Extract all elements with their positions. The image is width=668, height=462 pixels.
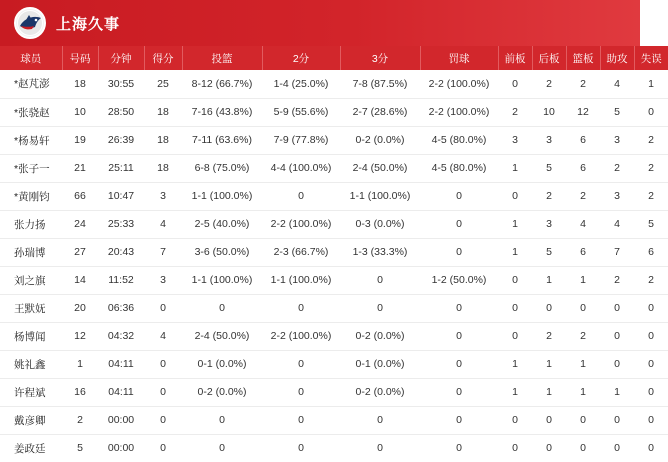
cell-oreb: 0 (498, 294, 532, 322)
cell-ft: 1-2 (50.0%) (420, 266, 498, 294)
cell-reb: 2 (566, 70, 600, 98)
cell-points: 0 (144, 350, 182, 378)
cell-fg: 1-1 (100.0%) (182, 266, 262, 294)
cell-points: 25 (144, 70, 182, 98)
cell-minutes: 00:00 (107, 442, 135, 455)
cell-fg3: 0-2 (0.0%) (340, 378, 420, 406)
cell-ast: 0 (600, 322, 634, 350)
table-row[interactable] (0, 350, 668, 378)
cell-fg3: 7-8 (87.5%) (340, 70, 420, 98)
cell-ft: 0 (420, 238, 498, 266)
cell-ft: 4-5 (80.0%) (420, 154, 498, 182)
cell-fg: 0 (182, 406, 262, 434)
cell-fg3: 0-2 (0.0%) (340, 322, 420, 350)
cell-tov: 0 (634, 294, 668, 322)
cell-minutes: 00:00 (98, 406, 144, 434)
table-row[interactable] (0, 434, 668, 462)
cell-dreb: 2 (532, 182, 566, 210)
cell-tov: 1 (634, 70, 668, 98)
cell-oreb: 1 (498, 378, 532, 406)
cell-fg2: 7-9 (77.8%) (262, 126, 340, 154)
table-body (0, 70, 668, 462)
cell-dreb: 10 (532, 98, 566, 126)
column-header-reb: 篮板 (566, 46, 600, 70)
cell-dreb: 2 (532, 70, 566, 98)
cell-points: 18 (144, 126, 182, 154)
column-header-ft: 罚球 (420, 46, 498, 70)
table-row[interactable] (0, 70, 668, 98)
shark-logo-icon (14, 7, 46, 39)
cell-oreb: 0 (512, 442, 518, 455)
cell-tov: 6 (634, 238, 668, 266)
cell-ast: 5 (600, 98, 634, 126)
table-row[interactable] (0, 238, 668, 266)
cell-reb: 4 (566, 210, 600, 238)
cell-number: 24 (62, 210, 98, 238)
cell-ft: 0 (420, 322, 498, 350)
cell-reb: 1 (566, 266, 600, 294)
cell-dreb: 0 (532, 406, 566, 434)
boxscore-table-wrapper (0, 46, 662, 462)
cell-fg3: 0 (340, 266, 420, 294)
cell-dreb: 5 (532, 154, 566, 182)
cell-ft: 0 (420, 210, 498, 238)
cell-fg: 7-11 (63.6%) (182, 126, 262, 154)
cell-tov: 0 (634, 406, 668, 434)
cell-player: 孙瑞博 (0, 238, 62, 266)
cell-minutes: 11:52 (98, 266, 144, 294)
cell-points: 0 (144, 378, 182, 406)
cell-reb: 2 (566, 182, 600, 210)
cell-points: 18 (144, 154, 182, 182)
cell-tov: 2 (634, 182, 668, 210)
table-row[interactable] (0, 322, 668, 350)
team-header (0, 0, 640, 46)
column-header-fg2: 2分 (262, 46, 340, 70)
cell-fg2: 1-1 (100.0%) (262, 266, 340, 294)
cell-ast: 4 (600, 70, 634, 98)
cell-dreb: 1 (532, 266, 566, 294)
cell-dreb: 1 (532, 378, 566, 406)
column-header-player: 球员 (0, 46, 62, 70)
table-row[interactable] (0, 98, 668, 126)
cell-number: 19 (62, 126, 98, 154)
cell-fg2: 0 (262, 378, 340, 406)
cell-reb: 1 (566, 350, 600, 378)
cell-fg3: 0-1 (0.0%) (340, 350, 420, 378)
cell-number: 27 (62, 238, 98, 266)
cell-ast: 0 (614, 442, 620, 455)
cell-reb: 12 (566, 98, 600, 126)
cell-ast: 0 (600, 294, 634, 322)
cell-player: 刘之旗 (0, 266, 62, 294)
cell-tov: 0 (634, 322, 668, 350)
cell-reb: 6 (566, 126, 600, 154)
cell-number: 14 (62, 266, 98, 294)
cell-fg2: 1-4 (25.0%) (262, 70, 340, 98)
cell-minutes: 20:43 (98, 238, 144, 266)
cell-ft: 4-5 (80.0%) (420, 126, 498, 154)
cell-dreb: 1 (532, 350, 566, 378)
cell-number: 10 (62, 98, 98, 126)
cell-points: 4 (144, 210, 182, 238)
cell-ft: 2-2 (100.0%) (420, 98, 498, 126)
cell-ast: 2 (600, 266, 634, 294)
cell-player: *赵芃澎 (0, 70, 62, 98)
table-row[interactable] (0, 294, 668, 322)
column-header-points: 得分 (144, 46, 182, 70)
cell-ast: 3 (600, 126, 634, 154)
cell-points: 4 (144, 322, 182, 350)
cell-dreb: 0 (546, 442, 552, 455)
cell-ast: 7 (600, 238, 634, 266)
cell-fg2: 5-9 (55.6%) (262, 98, 340, 126)
cell-ast: 1 (600, 378, 634, 406)
cell-player: *张子一 (0, 154, 62, 182)
boxscore-table (0, 46, 668, 462)
cell-oreb: 1 (498, 350, 532, 378)
cell-fg3: 0-3 (0.0%) (340, 210, 420, 238)
cell-reb: 1 (566, 378, 600, 406)
cell-fg: 7-16 (43.8%) (182, 98, 262, 126)
cell-ft: 0 (420, 350, 498, 378)
cell-oreb: 0 (498, 266, 532, 294)
cell-tov: 2 (634, 154, 668, 182)
cell-reb: 0 (566, 406, 600, 434)
team-name: 上海久事 (56, 15, 121, 33)
cell-dreb: 0 (532, 294, 566, 322)
column-header-tov: 失误 (634, 46, 668, 70)
cell-player: 王默妩 (0, 294, 62, 322)
cell-number: 1 (62, 350, 98, 378)
cell-minutes: 25:11 (98, 154, 144, 182)
column-header-minutes: 分钟 (98, 46, 144, 70)
cell-minutes: 04:32 (98, 322, 144, 350)
cell-player: *张骁赵 (0, 98, 62, 126)
cell-fg3: 1-1 (100.0%) (340, 182, 420, 210)
cell-fg: 0-2 (0.0%) (182, 378, 262, 406)
cell-fg2: 2-3 (66.7%) (262, 238, 340, 266)
cell-number: 20 (62, 294, 98, 322)
cell-tov: 2 (634, 126, 668, 154)
cell-minutes: 06:36 (98, 294, 144, 322)
column-header-ast: 助攻 (600, 46, 634, 70)
column-header-oreb: 前板 (498, 46, 532, 70)
cell-player: 姚礼鑫 (0, 350, 62, 378)
cell-tov: 0 (634, 350, 668, 378)
table-row[interactable] (0, 406, 668, 434)
cell-oreb: 3 (498, 126, 532, 154)
cell-fg3: 0-2 (0.0%) (340, 126, 420, 154)
cell-fg3: 1-3 (33.3%) (340, 238, 420, 266)
cell-oreb: 0 (498, 182, 532, 210)
cell-ft: 0 (420, 378, 498, 406)
cell-minutes: 30:55 (98, 70, 144, 98)
cell-player: 戴彦卿 (0, 406, 62, 434)
cell-number: 5 (77, 442, 83, 455)
cell-player: *杨易轩 (0, 126, 62, 154)
cell-oreb: 1 (498, 238, 532, 266)
cell-dreb: 5 (532, 238, 566, 266)
cell-number: 2 (62, 406, 98, 434)
cell-ft: 0 (420, 406, 498, 434)
column-header-fg3: 3分 (340, 46, 420, 70)
cell-points: 7 (144, 238, 182, 266)
cell-reb: 0 (580, 442, 586, 455)
cell-ft: 0 (420, 294, 498, 322)
cell-tov: 0 (634, 98, 668, 126)
cell-oreb: 2 (498, 98, 532, 126)
cell-fg: 2-5 (40.0%) (182, 210, 262, 238)
cell-fg3: 0 (377, 442, 383, 455)
cell-fg2: 0 (262, 350, 340, 378)
cell-fg2: 0 (262, 294, 340, 322)
cell-points: 0 (160, 442, 166, 455)
cell-points: 3 (144, 266, 182, 294)
cell-points: 0 (144, 406, 182, 434)
cell-points: 3 (144, 182, 182, 210)
table-row[interactable] (0, 182, 668, 210)
cell-ast: 0 (600, 406, 634, 434)
cell-tov: 0 (648, 442, 654, 455)
cell-fg: 0-1 (0.0%) (182, 350, 262, 378)
table-row[interactable] (0, 210, 668, 238)
cell-minutes: 04:11 (98, 378, 144, 406)
cell-ast: 3 (600, 182, 634, 210)
cell-tov: 0 (634, 378, 668, 406)
cell-minutes: 25:33 (98, 210, 144, 238)
cell-player: 杨博闻 (0, 322, 62, 350)
cell-oreb: 0 (498, 70, 532, 98)
cell-player: 许程斌 (0, 378, 62, 406)
cell-tov: 2 (634, 266, 668, 294)
cell-fg: 0 (182, 294, 262, 322)
cell-points: 0 (144, 294, 182, 322)
cell-minutes: 10:47 (98, 182, 144, 210)
cell-oreb: 0 (498, 322, 532, 350)
cell-fg: 6-8 (75.0%) (182, 154, 262, 182)
cell-reb: 6 (566, 154, 600, 182)
cell-fg3: 2-7 (28.6%) (340, 98, 420, 126)
cell-number: 12 (62, 322, 98, 350)
cell-oreb: 0 (498, 406, 532, 434)
cell-ast: 0 (600, 350, 634, 378)
cell-fg3: 2-4 (50.0%) (340, 154, 420, 182)
cell-player: 张力扬 (0, 210, 62, 238)
cell-dreb: 3 (532, 126, 566, 154)
cell-minutes: 26:39 (98, 126, 144, 154)
cell-minutes: 04:11 (98, 350, 144, 378)
cell-fg3: 0 (340, 406, 420, 434)
cell-fg2: 2-2 (100.0%) (262, 322, 340, 350)
cell-fg2: 4-4 (100.0%) (262, 154, 340, 182)
table-header-row (0, 46, 668, 70)
table-row[interactable] (0, 378, 668, 406)
cell-fg: 1-1 (100.0%) (182, 182, 262, 210)
cell-oreb: 1 (498, 210, 532, 238)
cell-fg: 2-4 (50.0%) (182, 322, 262, 350)
cell-fg: 8-12 (66.7%) (182, 70, 262, 98)
cell-ast: 2 (600, 154, 634, 182)
cell-fg3: 0 (340, 294, 420, 322)
table-row[interactable] (0, 266, 668, 294)
cell-fg2: 0 (262, 406, 340, 434)
cell-fg: 0 (219, 442, 225, 455)
cell-reb: 6 (566, 238, 600, 266)
cell-dreb: 2 (532, 322, 566, 350)
cell-number: 66 (62, 182, 98, 210)
cell-fg2: 0 (262, 182, 340, 210)
cell-number: 16 (62, 378, 98, 406)
table-row[interactable] (0, 126, 668, 154)
cell-dreb: 3 (532, 210, 566, 238)
column-header-fg: 投篮 (182, 46, 262, 70)
cell-number: 21 (62, 154, 98, 182)
cell-oreb: 1 (498, 154, 532, 182)
cell-player: *黄刚钧 (0, 182, 62, 210)
cell-player: 姜政廷 (14, 442, 46, 455)
cell-reb: 2 (566, 322, 600, 350)
column-header-number: 号码 (62, 46, 98, 70)
cell-fg2: 2-2 (100.0%) (262, 210, 340, 238)
column-header-dreb: 后板 (532, 46, 566, 70)
cell-points: 18 (144, 98, 182, 126)
cell-ft: 0 (420, 182, 498, 210)
cell-number: 18 (62, 70, 98, 98)
cell-reb: 0 (566, 294, 600, 322)
cell-ast: 4 (600, 210, 634, 238)
cell-fg2: 0 (298, 442, 304, 455)
table-row[interactable] (0, 154, 668, 182)
cell-fg: 3-6 (50.0%) (182, 238, 262, 266)
cell-minutes: 28:50 (98, 98, 144, 126)
cell-ft: 2-2 (100.0%) (420, 70, 498, 98)
cell-tov: 5 (634, 210, 668, 238)
cell-ft: 0 (456, 442, 462, 455)
